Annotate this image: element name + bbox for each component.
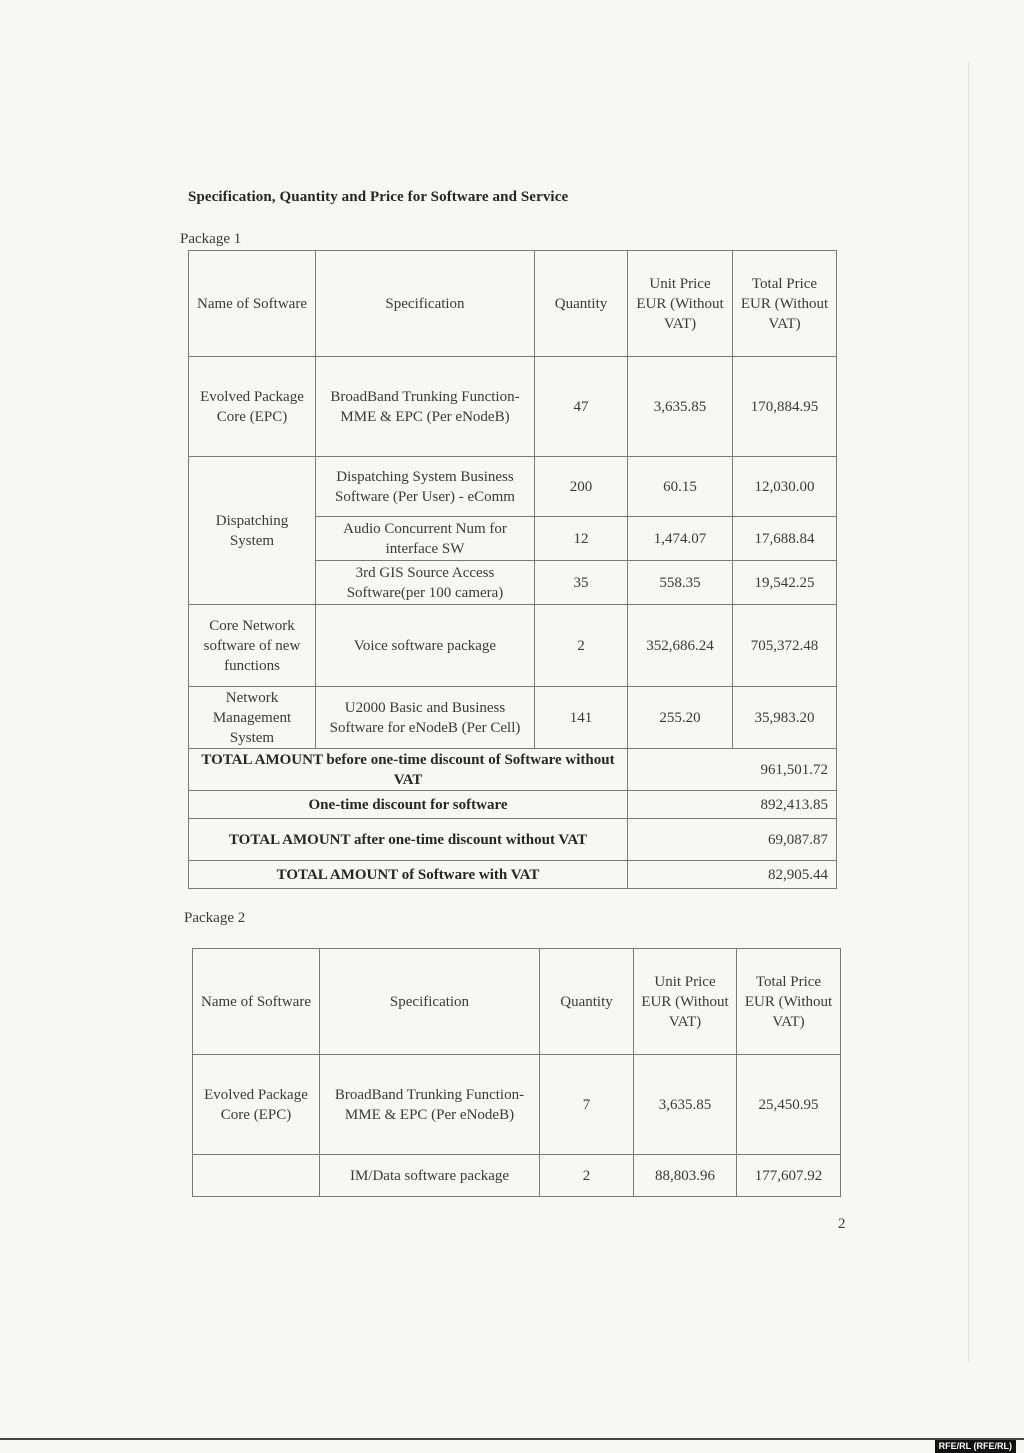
row-unit-price: 352,686.24: [628, 605, 733, 687]
section-heading: Specification, Quantity and Price for Software and Service: [188, 189, 569, 205]
row-quantity: 141: [535, 687, 628, 749]
header-total-price: Total Price EUR (Without VAT): [737, 949, 841, 1055]
header-specification: Specification: [316, 251, 535, 357]
table-row: [193, 1055, 841, 1155]
row-specification: 3rd GIS Source Access Software(per 100 camera): [316, 561, 535, 605]
row-unit-price: 1,474.07: [628, 517, 733, 561]
total-value: 961,501.72: [628, 749, 837, 791]
total-row: [189, 861, 837, 889]
row-specification: Audio Concurrent Num for interface SW: [316, 517, 535, 561]
header-quantity: Quantity: [535, 251, 628, 357]
total-value: 69,087.87: [628, 819, 837, 861]
row-total-price: 35,983.20: [733, 687, 837, 749]
row-quantity: 2: [535, 605, 628, 687]
row-name: Core Network software of new functions: [189, 605, 316, 687]
row-specification: Voice software package: [316, 605, 535, 687]
row-total-price: 177,607.92: [737, 1155, 841, 1197]
package-1-label: Package 1: [180, 231, 242, 247]
row-specification: BroadBand Trunking Function-MME & EPC (Per eNodeB): [316, 357, 535, 457]
table-row: [193, 1155, 841, 1197]
row-total-price: 705,372.48: [733, 605, 837, 687]
row-total-price: 25,450.95: [737, 1055, 841, 1155]
total-label: TOTAL AMOUNT after one-time discount without VAT: [189, 819, 628, 861]
total-row: [189, 749, 837, 791]
row-unit-price: 3,635.85: [634, 1055, 737, 1155]
package-2-label: Package 2: [184, 910, 246, 926]
row-total-price: 17,688.84: [733, 517, 837, 561]
package-2-table: [192, 948, 841, 1197]
header-name: Name of Software: [193, 949, 320, 1055]
row-unit-price: 88,803.96: [634, 1155, 737, 1197]
row-specification: Dispatching System Business Software (Per User) - eComm: [316, 457, 535, 517]
bottom-divider: [0, 1438, 1024, 1440]
header-unit-price: Unit Price EUR (Without VAT): [628, 251, 733, 357]
row-specification: U2000 Basic and Business Software for eNodeB (Per Cell): [316, 687, 535, 749]
photo-credit: RFE/RL (RFE/RL): [935, 1440, 1016, 1453]
table-header-row: [189, 251, 837, 357]
table-row: [189, 687, 837, 749]
row-name: Network Management System: [189, 687, 316, 749]
row-total-price: 19,542.25: [733, 561, 837, 605]
header-specification: Specification: [320, 949, 540, 1055]
total-label: TOTAL AMOUNT before one-time discount of Software without VAT: [189, 749, 628, 791]
row-specification: BroadBand Trunking Function-MME & EPC (Per eNodeB): [320, 1055, 540, 1155]
row-quantity: 47: [535, 357, 628, 457]
table-row: [189, 357, 837, 457]
row-unit-price: 255.20: [628, 687, 733, 749]
table-row: [189, 457, 837, 517]
header-name: Name of Software: [189, 251, 316, 357]
row-name: Evolved Package Core (EPC): [189, 357, 316, 457]
row-quantity: 200: [535, 457, 628, 517]
row-name: Evolved Package Core (EPC): [193, 1055, 320, 1155]
total-value: 892,413.85: [628, 791, 837, 819]
row-total-price: 170,884.95: [733, 357, 837, 457]
row-quantity: 2: [540, 1155, 634, 1197]
header-quantity: Quantity: [540, 949, 634, 1055]
row-name: Dispatching System: [189, 457, 316, 605]
total-row: [189, 819, 837, 861]
page-number: 2: [838, 1216, 846, 1232]
total-label: One-time discount for software: [189, 791, 628, 819]
page-edge-line: [968, 62, 969, 1362]
row-total-price: 12,030.00: [733, 457, 837, 517]
total-row: [189, 791, 837, 819]
row-unit-price: 60.15: [628, 457, 733, 517]
package-1-table: [188, 250, 837, 889]
table-row: [189, 605, 837, 687]
row-quantity: 35: [535, 561, 628, 605]
row-quantity: 12: [535, 517, 628, 561]
header-unit-price: Unit Price EUR (Without VAT): [634, 949, 737, 1055]
row-quantity: 7: [540, 1055, 634, 1155]
row-unit-price: 3,635.85: [628, 357, 733, 457]
total-label: TOTAL AMOUNT of Software with VAT: [189, 861, 628, 889]
table-header-row: [193, 949, 841, 1055]
header-total-price: Total Price EUR (Without VAT): [733, 251, 837, 357]
row-name: [193, 1155, 320, 1197]
total-value: 82,905.44: [628, 861, 837, 889]
row-specification: IM/Data software package: [320, 1155, 540, 1197]
row-unit-price: 558.35: [628, 561, 733, 605]
